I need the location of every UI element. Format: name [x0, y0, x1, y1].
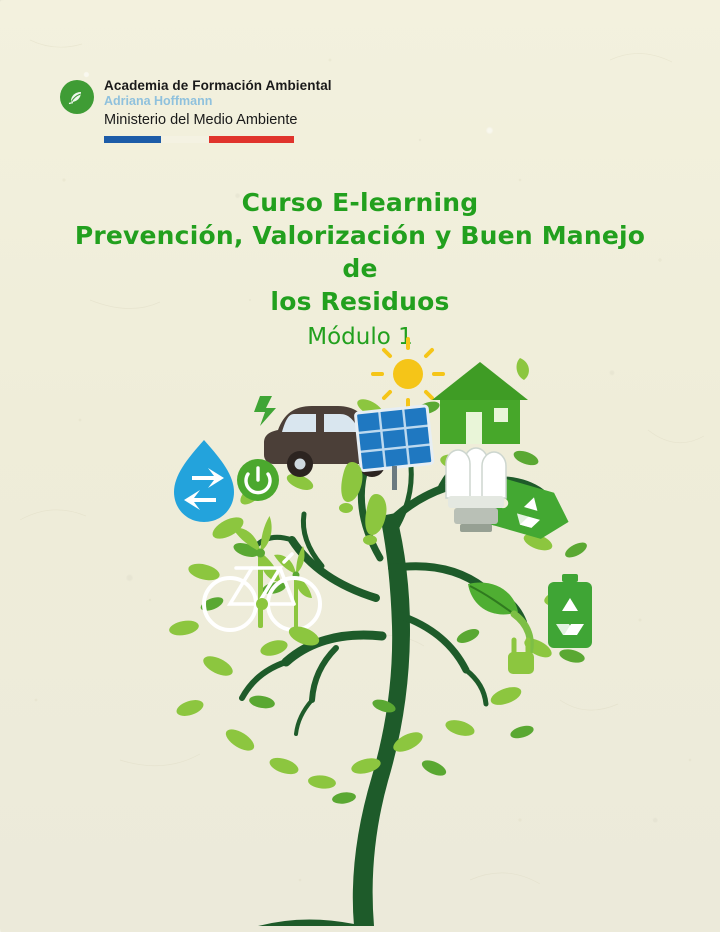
- cfl-bulb-icon: [446, 448, 506, 532]
- green-house-icon: [432, 358, 529, 444]
- title-line-1: Curso E-learning: [241, 188, 479, 217]
- power-button-icon: [237, 459, 279, 501]
- water-drop-recycle-icon: [174, 440, 234, 522]
- logo-person-name: Adriana Hoffmann: [104, 94, 213, 108]
- eco-tree-illustration: [108, 336, 628, 926]
- chile-flag-rule: [104, 136, 294, 143]
- leaf-plug-icon: [468, 582, 534, 674]
- institutional-logo: [60, 78, 360, 150]
- title-line-3: los Residuos: [270, 287, 450, 316]
- flag-stripe-white: [161, 136, 209, 143]
- module-label: Módulo 1: [307, 324, 413, 350]
- tree-trunk: [258, 513, 410, 926]
- cover-title: [60, 186, 660, 354]
- leaf-circle-icon: [60, 80, 94, 114]
- solar-panel-icon: [355, 406, 433, 490]
- recycle-battery-icon: [548, 574, 592, 648]
- logo-academy-name: Academia de Formación Ambiental: [104, 78, 332, 93]
- logo-ministry-name: Ministerio del Medio Ambiente: [104, 112, 298, 128]
- flag-stripe-red: [209, 136, 295, 143]
- flag-stripe-blue: [104, 136, 161, 143]
- sun-icon: [373, 339, 443, 409]
- title-line-2: Prevención, Valorización y Buen Manejo de: [74, 221, 646, 283]
